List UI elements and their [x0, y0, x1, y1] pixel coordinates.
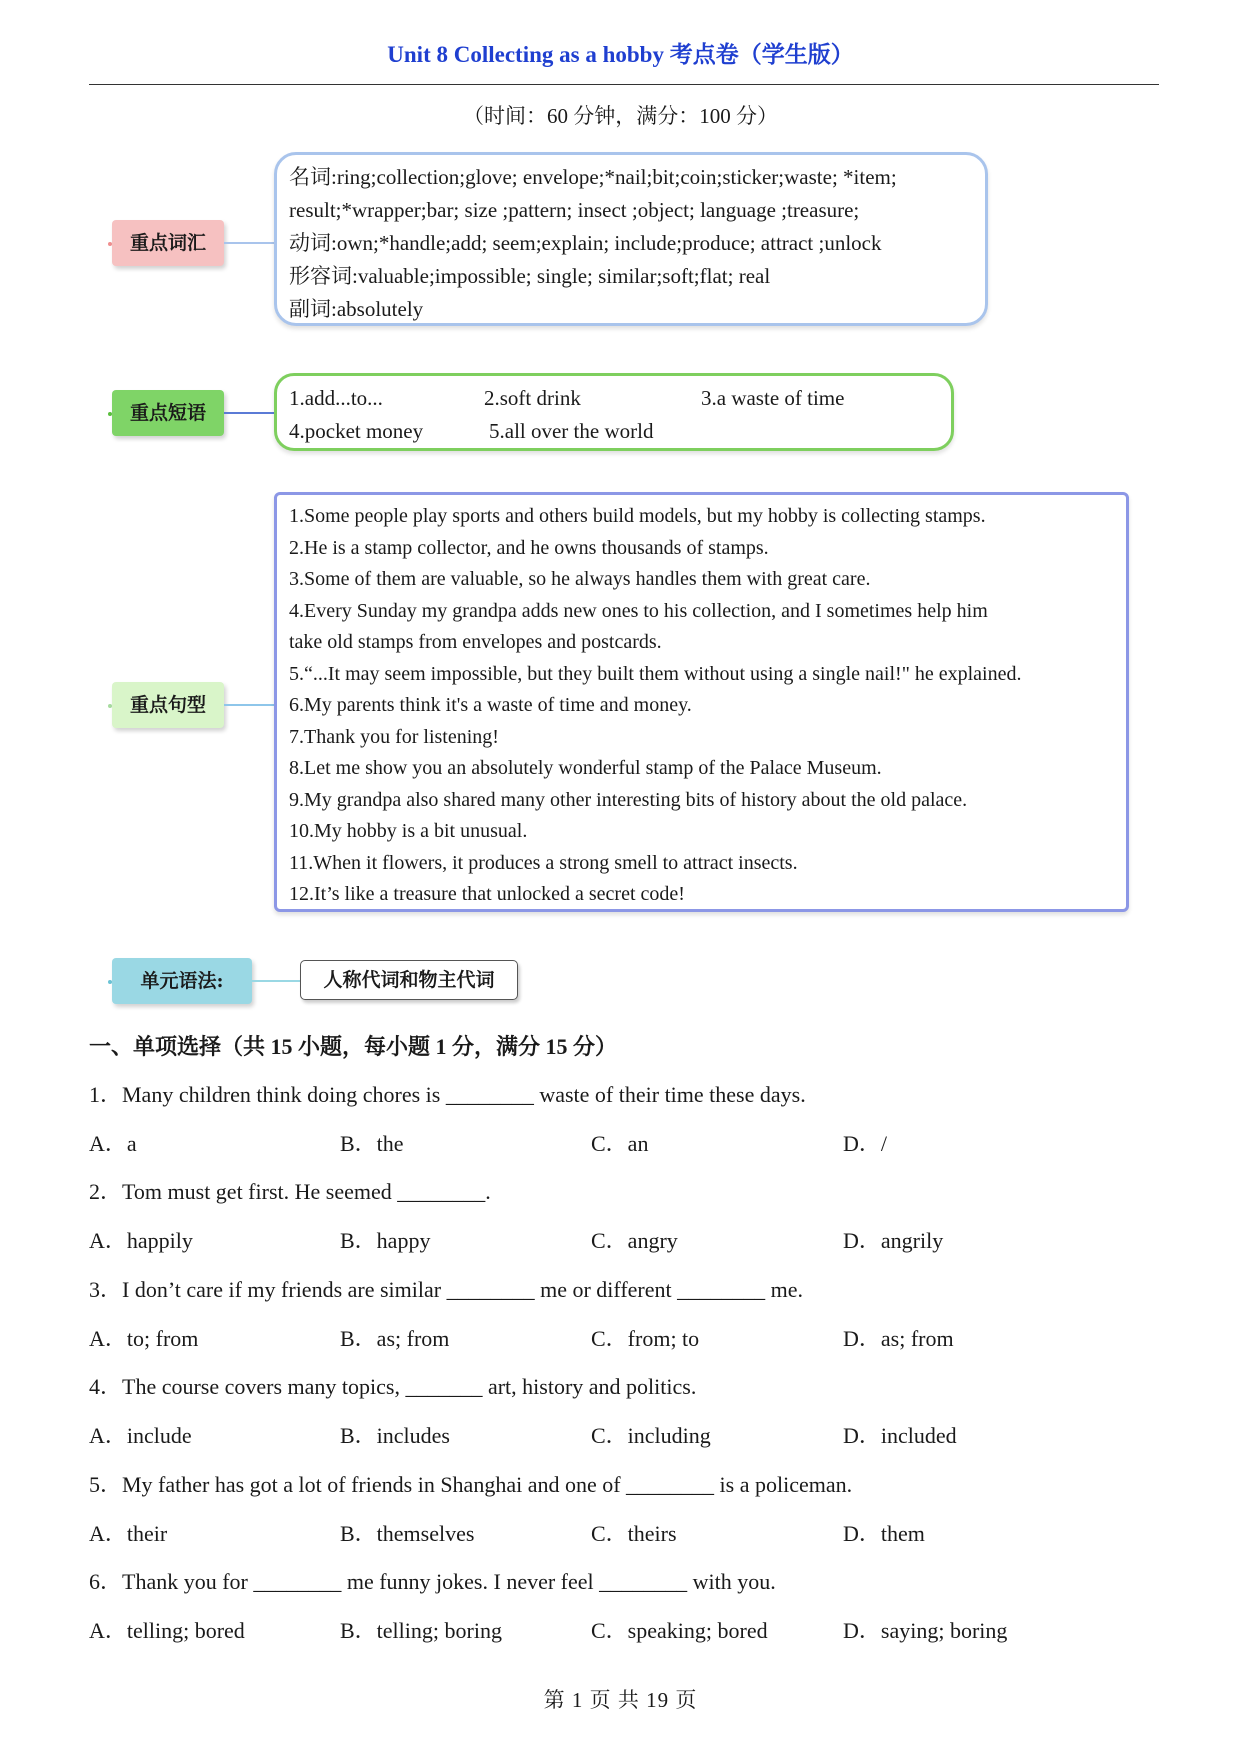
- option-d: D．/: [843, 1131, 888, 1156]
- question-stem: 1．Many children think doing chores is ________ waste of their time these days.: [89, 1082, 806, 1107]
- option-a: A．include: [89, 1423, 192, 1448]
- question-stem: 3．I don’t care if my friends are similar ________ me or different ________ me.: [89, 1277, 804, 1302]
- sentence-line: 1.Some people play sports and others build models, but my hobby is collecting stamps.: [289, 505, 986, 527]
- page-title: Unit 8 Collecting as a hobby 考点卷（学生版）: [387, 42, 854, 67]
- phrase-box: [274, 373, 954, 451]
- vocab-line: 名词:ring;collection;glove; envelope;*nail;bit;coin;sticker;waste; *item;: [289, 165, 897, 189]
- vocab-line: 形容词:valuable;impossible; single; similar;soft;flat; real: [289, 264, 771, 288]
- sentence-line: 4.Every Sunday my grandpa adds new ones to his collection, and I sometimes help him: [289, 599, 988, 622]
- sentence-line: 8.Let me show you an absolutely wonderful stamp of the Palace Museum.: [289, 757, 882, 779]
- option-b: B．the: [340, 1131, 404, 1156]
- phrase-item: 1.add...to...: [289, 386, 383, 410]
- option-d: D．included: [843, 1423, 957, 1448]
- vocab-connector: [224, 242, 274, 244]
- option-b: B．includes: [340, 1423, 450, 1448]
- phrase-item: 3.a waste of time: [701, 386, 845, 410]
- sentence-line: take old stamps from envelopes and postcards.: [289, 631, 662, 653]
- option-a: A．happily: [89, 1228, 193, 1253]
- sentence-line: 10.My hobby is a bit unusual.: [289, 820, 528, 842]
- grammar-topic: 人称代词和物主代词: [300, 960, 518, 1000]
- grammar-tag: 单元语法:: [112, 958, 252, 1004]
- section-heading: 一、单项选择（共 15 小题，每小题 1 分，满分 15 分）: [89, 1034, 618, 1059]
- exam-info: （时间：60 分钟，满分：100 分）: [463, 104, 778, 128]
- option-a: A．to; from: [89, 1326, 199, 1351]
- sentence-line: 5.“...It may seem impossible, but they built them without using a single nail!" he explained.: [289, 662, 1022, 685]
- sentence-line: 2.He is a stamp collector, and he owns thousands of stamps.: [289, 536, 769, 559]
- question-stem: 5．My father has got a lot of friends in Shanghai and one of ________ is a policeman.: [89, 1472, 853, 1497]
- option-d: D．saying; boring: [843, 1618, 1008, 1643]
- sentence-line: 6.My parents think it's a waste of time and money.: [289, 694, 692, 716]
- phrase-item: 5.all over the world: [489, 419, 654, 443]
- sentence-line: 12.It’s like a treasure that unlocked a secret code!: [289, 883, 685, 905]
- option-a: A．a: [89, 1131, 137, 1156]
- page-footer: 第 1 页 共 19 页: [543, 1688, 698, 1712]
- header-divider: [89, 84, 1159, 85]
- option-c: C．speaking; bored: [591, 1618, 768, 1643]
- phrase-connector: [224, 412, 274, 414]
- option-a: A．their: [89, 1521, 168, 1546]
- vocab-line: 动词:own;*handle;add; seem;explain; include;produce; attract ;unlock: [289, 231, 882, 255]
- vocab-box: [274, 152, 988, 326]
- option-d: D．them: [843, 1521, 925, 1546]
- option-c: C．an: [591, 1131, 649, 1156]
- option-b: B．happy: [340, 1228, 431, 1253]
- sentence-line: 3.Some of them are valuable, so he always handles them with great care.: [289, 568, 871, 590]
- phrase-tag: 重点短语: [112, 390, 224, 436]
- option-a: A．telling; bored: [89, 1618, 245, 1643]
- option-d: D．as; from: [843, 1326, 954, 1351]
- option-b: B．as; from: [340, 1326, 450, 1351]
- question-stem: 2．Tom must get first. He seemed ________.: [89, 1179, 491, 1204]
- option-c: C．from; to: [591, 1326, 700, 1351]
- option-d: D．angrily: [843, 1228, 944, 1253]
- sentence-line: 7.Thank you for listening!: [289, 725, 499, 748]
- question-stem: 4．The course covers many topics, _______ art, history and politics.: [89, 1374, 697, 1399]
- option-c: C．angry: [591, 1228, 678, 1253]
- sentence-line: 9.My grandpa also shared many other interesting bits of history about the old palace.: [289, 788, 968, 811]
- vocab-tag: 重点词汇: [112, 220, 224, 266]
- sentence-line: 11.When it flowers, it produces a strong smell to attract insects.: [289, 851, 798, 874]
- sentence-connector: [224, 704, 274, 706]
- option-c: C．including: [591, 1423, 711, 1448]
- vocab-line: result;*wrapper;bar; size ;pattern; insect ;object; language ;treasure;: [289, 198, 860, 222]
- vocab-line: 副词:absolutely: [289, 297, 424, 321]
- option-b: B．telling; boring: [340, 1618, 502, 1643]
- phrase-item: 2.soft drink: [484, 386, 581, 410]
- question-stem: 6．Thank you for ________ me funny jokes. I never feel ________ with you.: [89, 1569, 776, 1594]
- option-b: B．themselves: [340, 1521, 475, 1546]
- sentence-box: [274, 492, 1129, 912]
- phrase-item: 4.pocket money: [289, 419, 424, 443]
- option-c: C．theirs: [591, 1521, 677, 1546]
- sentence-tag: 重点句型: [112, 682, 224, 728]
- grammar-connector: [252, 980, 300, 982]
